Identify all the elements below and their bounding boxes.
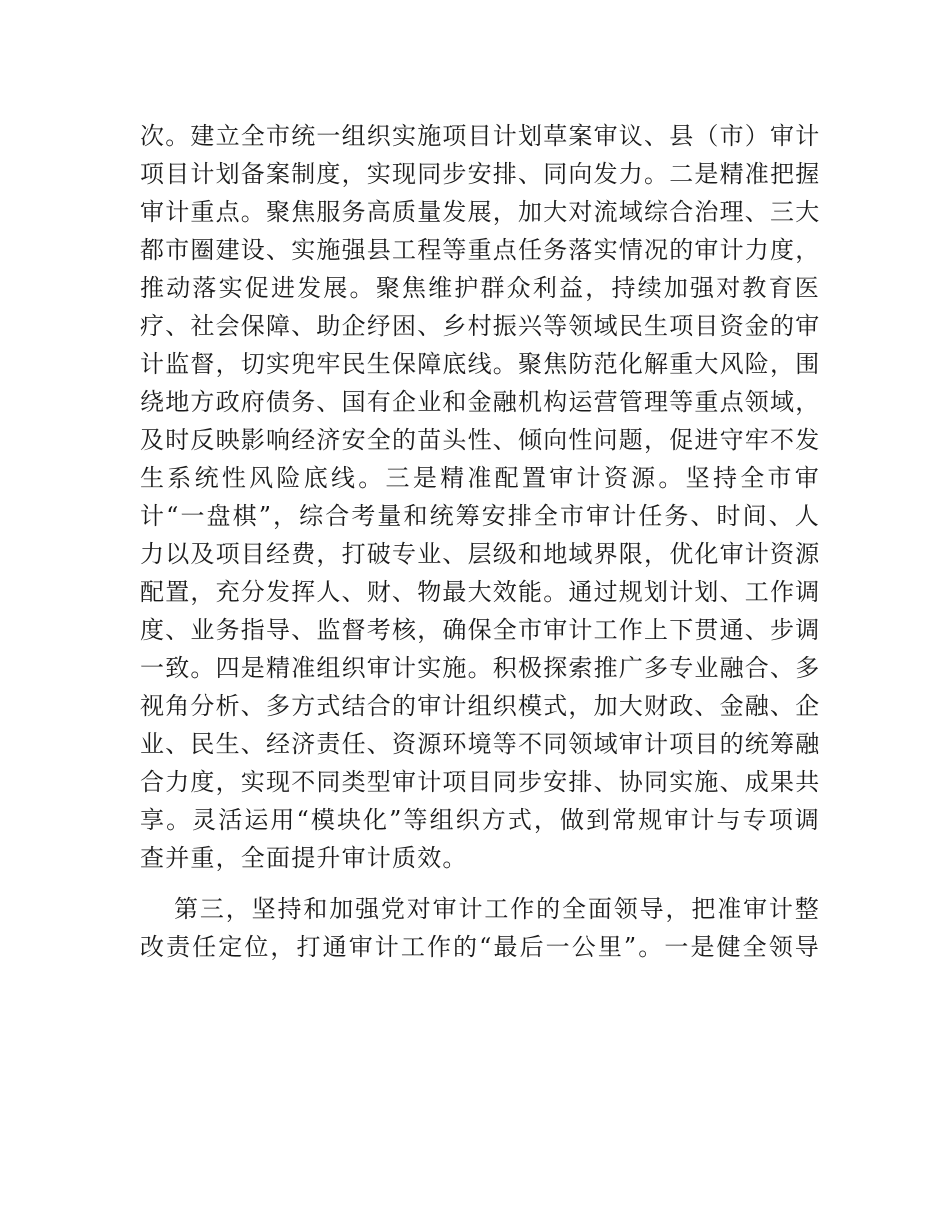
- text-line: 一致。四是精准组织审计实施。积极探索推广多专业融合、多: [140, 654, 821, 682]
- text-line: 审计重点。聚焦服务高质量发展，加大对流域综合治理、三大: [140, 198, 821, 226]
- text-line: 配置，充分发挥人、财、物最大效能。通过规划计划、工作调: [140, 578, 821, 606]
- text-line: 都市圈建设、实施强县工程等重点任务落实情况的审计力度，: [140, 236, 821, 264]
- text-line: 享。灵活运用“模块化”等组织方式，做到常规审计与专项调: [140, 806, 820, 834]
- text-line: 项目计划备案制度，实现同步安排、同向发力。二是精准把握: [140, 160, 821, 188]
- text-line: 计“一盘棋”，综合考量和统筹安排全市审计任务、时间、人: [140, 502, 820, 530]
- text-line: 查并重，全面提升审计质效。: [140, 844, 468, 872]
- body-text: [140, 117, 820, 966]
- text-line: 视角分析、多方式结合的审计组织模式，加大财政、金融、企: [140, 692, 821, 720]
- text-line: 绕地方政府债务、国有企业和金融机构运营管理等重点领域，: [140, 388, 821, 416]
- text-line: 合力度，实现不同类型审计项目同步安排、协同实施、成果共: [140, 768, 821, 796]
- text-line: 度、业务指导、监督考核，确保全市审计工作上下贯通、步调: [140, 616, 821, 644]
- text-line: 业、民生、经济责任、资源环境等不同领域审计项目的统筹融: [140, 730, 821, 758]
- text-line: 生系统性风险底线。三是精准配置审计资源。坚持全市审: [140, 464, 820, 492]
- text-line: 力以及项目经费，打破专业、层级和地域界限，优化审计资源: [140, 540, 821, 568]
- paragraph-2: [140, 890, 820, 966]
- text-line: 次。建立全市统一组织实施项目计划草案审议、县（市）审计: [140, 122, 821, 150]
- text-line: 改责任定位，打通审计工作的“最后一公里”。一是健全领导: [140, 933, 820, 961]
- text-line: 第三，坚持和加强党对审计工作的全面领导，把准审计整: [174, 895, 820, 923]
- text-line: 推动落实促进发展。聚焦维护群众利益，持续加强对教育医: [140, 274, 820, 302]
- text-line: 计监督，切实兜牢民生保障底线。聚焦防范化解重大风险，围: [140, 350, 821, 378]
- text-line: 疗、社会保障、助企纾困、乡村振兴等领域民生项目资金的审: [140, 312, 821, 340]
- text-line: 及时反映影响经济安全的苗头性、倾向性问题，促进守牢不发: [140, 426, 821, 454]
- paragraph-1: [140, 117, 820, 877]
- paragraph-spacer: [140, 877, 820, 890]
